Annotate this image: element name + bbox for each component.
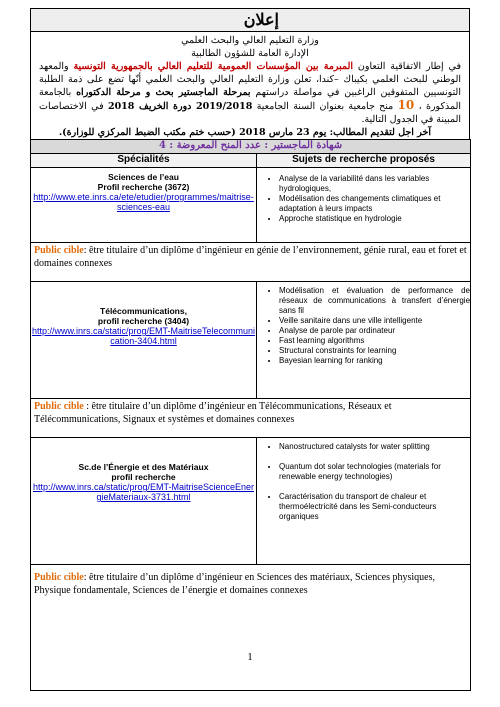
deadline-line: آخر اجل لتقديم المطالب: يوم 23 مارس 2018 (حسب ختم مكتب الضبط المركزي للوزارة). (58, 127, 431, 138)
program-link[interactable]: http://www.ete.inrs.ca/ete/etudier/programmes/maitrise-sciences-eau (33, 192, 254, 212)
public-cible-row: Public cible : être titulaire d’un diplôme d’ingénieur en Télécommunications, Réseaux et Télécommunications, Signaux et systèmes et domaines connexes (31, 399, 471, 438)
table-header-row (31, 154, 471, 168)
col-specialites: Spécialités (31, 154, 257, 168)
program-link[interactable]: http://www.inrs.ca/static/prog/EMT-MaitriseTelecommunication-3404.html (31, 326, 256, 346)
page-number: 1 (247, 651, 253, 663)
table-row: Sc.de l’Énergie et des Matériaux profil recherche http://www.inrs.ca/static/prog/EMT-MaitriseScienceEnergieMateriaux-3731.html • Nanostructured catalysts for water splitting • Quantum dot solar technologies (materials for renewable energy technologies) • Caractérisation du transport de chaleur et thermoélectricité dans les Semi-conducteurs organiques (31, 438, 471, 565)
announcement-header (30, 32, 470, 139)
public-cible-row: Public cible: être titulaire d’un diplôme d’ingénieur en Sciences des matériaux, Sciences physiques, Physique fondamentale, Sciences de l’énergie et domaines connexes (31, 565, 471, 691)
announcement-paragraph: في إطار الاتفاقية التعاون المبرمة بين المؤسسات العمومية للتعليم العالي بالجمهورية التونسية والمعهد الوطني للبحث العلمي بكيباك –كندا، تعلن وزارة التعليم العالي والبحث العلمي أنّها تضع على ذمة الطلبة التونسيين المتفوقين الراغبين في مواصلة دراستهم بمرحلة الماجستير بحث و مرحلة الدكتوراه بالجامعة المذكورة ، 10 منح جامعية بعنوان السنة الجامعية 2019/2018 دورة الخريف 2018 في الاختصاصات المبينة في الجدول التالية. (39, 61, 462, 125)
program-link[interactable]: http://www.inrs.ca/static/prog/EMT-MaitriseScienceEnergieMateriaux-3731.html (32, 482, 255, 502)
scholarship-table (30, 139, 471, 691)
table-row: Télécommunications, profil recherche (3404) http://www.inrs.ca/static/prog/EMT-MaitriseTelecommunication-3404.html • Modélisation et évaluation de performance de réseaux de communications à transfert d’énergie sans fil • Veille sanitaire dans une ville intelligente • Analyse de parole par ordinateur • Fast learning algorithms • Structural constraints for learning • Bayesian learning for ranking (31, 282, 471, 399)
table-banner: شهادة الماجستير : عدد المنح المعروضة : 4 (31, 140, 471, 154)
subject-list: • Nanostructured catalysts for water splitting • Quantum dot solar technologies (materials for renewable energy technologies) • Caractérisation du transport de chaleur et thermoélectricité dans les Semi-conducteurs organiques (257, 442, 470, 522)
directorate-line: الإدارة العامة للشؤون الطالبية (191, 48, 309, 59)
page-title: إعلان (243, 10, 279, 29)
public-cible-row: Public cible: être titulaire d’un diplôme d’ingénieur en génie de l’environnement, génie rural, eau et foret et domaines connexes (31, 243, 471, 282)
table-row: Sciences de l’eau Profil recherche (3672) http://www.ete.inrs.ca/ete/etudier/programmes/maitrise-sciences-eau • Analyse de la variabilité dans les variables hydrologiques, • Modélisation des changements climatiques et adaptation à leurs impacts • Approche statistique en hydrologie (31, 168, 471, 243)
title-box (30, 8, 470, 32)
col-sujets: Sujets de recherche proposés (257, 154, 471, 168)
subject-list: • Analyse de la variabilité dans les variables hydrologiques, • Modélisation des changements climatiques et adaptation à leurs impacts • Approche statistique en hydrologie (257, 174, 470, 224)
announcement-page (30, 8, 470, 691)
ministry-line: وزارة التعليم العالي والبحث العلمي (181, 35, 319, 46)
subject-list: • Modélisation et évaluation de performance de réseaux de communications à transfert d’énergie sans fil • Veille sanitaire dans une ville intelligente • Analyse de parole par ordinateur • Fast learning algorithms • Structural constraints for learning • Bayesian learning for ranking (257, 286, 470, 366)
